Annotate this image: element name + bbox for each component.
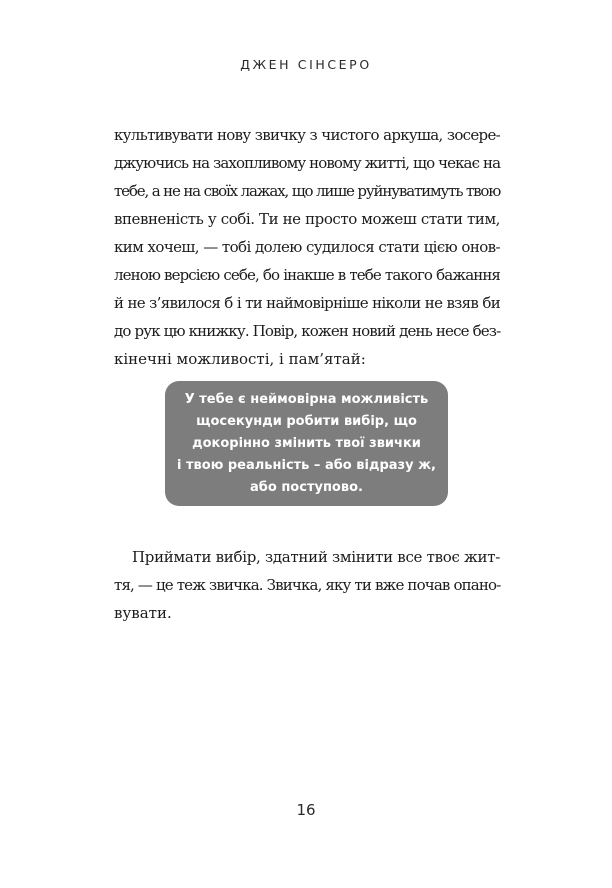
text-line: джуючись на захопливому новому житті, що чекає на xyxy=(114,154,501,172)
callout-line: У тебе є неймовірна можливість xyxy=(184,391,429,407)
text-line: леною версією себе, бо інакше в тебе такого бажання xyxy=(114,266,500,284)
callout-line: і твою реальність – або відразу ж, xyxy=(177,457,436,473)
text-line: до рук цю книжку. Повір, кожен новий день несе без- xyxy=(114,322,501,340)
text-line: культивувати нову звичку з чистого аркуша, зосере- xyxy=(114,126,500,144)
paragraph xyxy=(114,121,500,373)
text-line: кінечні можливості, і пам’ятай: xyxy=(114,350,366,368)
page-number: 16 xyxy=(296,801,316,819)
text-line: й не з’явилося б і ти наймовірніше ніколи не взяв би xyxy=(114,294,500,312)
text-line: тя, — це теж звичка. Звичка, яку ти вже почав опано- xyxy=(114,576,501,594)
callout-line: докорінно змінить твої звички xyxy=(192,435,421,451)
callout-box xyxy=(165,381,448,506)
paragraph xyxy=(114,543,500,627)
running-head: ДЖЕН СІНСЕРО xyxy=(240,57,372,72)
text-line: впевненість у собі. Ти не просто можеш стати тим, xyxy=(114,210,500,228)
text-line: вувати. xyxy=(114,604,172,622)
text-line: тебе, а не на своїх лажах, що лише руйнуватимуть твою xyxy=(114,182,501,200)
text-line: ким хочеш, — тобі долею судилося стати цією онов- xyxy=(114,238,500,256)
callout-line: щосекунди робити вибір, що xyxy=(196,413,417,429)
callout-line: або поступово. xyxy=(250,479,363,495)
text-line: Приймати вибір, здатний змінити все твоє жит- xyxy=(132,548,500,566)
